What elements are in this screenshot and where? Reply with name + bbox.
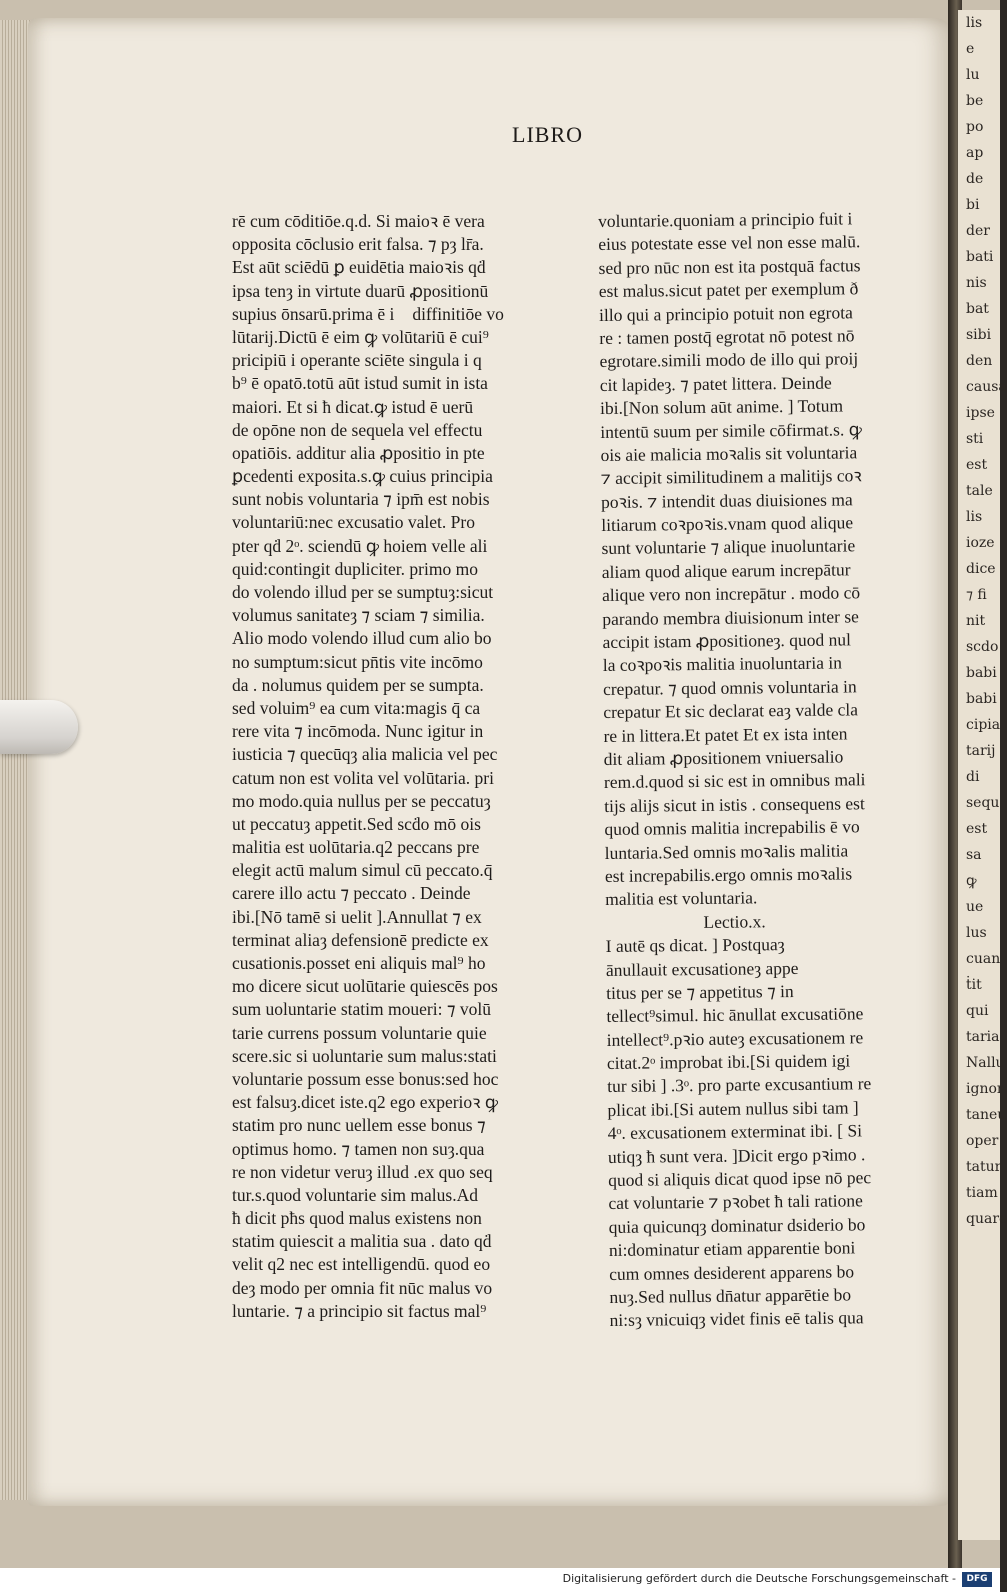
text-line: re non videtur veruȝ illud .ex quo seq	[232, 1161, 493, 1182]
adjacent-text-fragment: e	[966, 41, 975, 57]
text-line: tur sibi ] .3ᵒ. pro parte excusantium re	[607, 1073, 872, 1097]
adjacent-text-fragment: lu	[966, 67, 980, 83]
text-line: opposita cōclusio erit falsa. ⁊ pȝ lr̄a.	[232, 234, 484, 255]
adjacent-text-fragment: dice	[966, 561, 996, 577]
text-line: optimus homo. ⁊ tamen non suȝ.qua	[232, 1138, 485, 1159]
text-line: ibi.[Nō tamē si uelit ].Annullat ⁊ ex	[232, 906, 482, 927]
text-line: luntarie. ⁊ a principio sit factus mal⁹	[232, 1300, 487, 1321]
adjacent-text-fragment: tarij	[966, 743, 996, 759]
adjacent-text-fragment: cuan	[966, 951, 1001, 967]
text-line: sed pro nūc non est ita postquā factus	[598, 255, 861, 278]
text-line: cit lapideȝ. ⁊ patet littera. Deinde	[599, 372, 832, 395]
adjacent-text-fragment: sibi	[966, 327, 992, 343]
adjacent-text-fragment: causa	[966, 379, 1007, 395]
adjacent-text-fragment: cipia	[966, 717, 1001, 733]
text-line: luntaria.Sed omnis moꝛalis malitia	[604, 839, 849, 863]
text-line: voluntarie.quoniam a principio fuit i	[598, 208, 853, 231]
text-line: sed voluim⁹ ea cum vita:magis q̄ ca	[232, 697, 481, 718]
text-line: cusationis.posset eni aliquis mal⁹ ho	[232, 953, 486, 973]
text-line: est malus.sicut patet per exemplum ð	[598, 278, 859, 302]
text-line: maiori. Et si ħ dicat.ꝙ istud ē uerū	[232, 396, 474, 417]
text-line: lūtarij.Dictū ē eim ꝙ volūtariū ē cui⁹	[232, 326, 489, 347]
text-line: elegit actū malum simul cū peccato.q̄	[232, 860, 493, 881]
text-line: tarie currens possum voluntarie quie	[232, 1022, 487, 1043]
text-line: egrotare.simili modo de illo qui proij	[599, 348, 859, 372]
text-line: poꝛis. ⁊ intendit duas diuisiones ma	[600, 489, 853, 512]
text-line: quia quicunqȝ dominatur dsiderio bo	[608, 1214, 866, 1237]
adjacent-text-fragment: ipse	[966, 405, 995, 421]
text-line: est falsuȝ.dicet iste.q2 ego experioꝛ ꝙ	[232, 1092, 498, 1113]
text-line: sum uoluntarie statim moueri: ⁊ volū	[232, 999, 492, 1020]
text-line: est increpabilis.ergo omnis moꝛalis	[604, 863, 853, 886]
text-line: crepatur. ⁊ quod omnis voluntaria in	[602, 676, 857, 699]
text-line: ꝑcedenti exposita.s.ꝙ cuius principia	[232, 466, 493, 487]
adjacent-text-fragment: ap	[966, 145, 984, 161]
text-line: utiqȝ ħ sunt vera. ]Dicit ergo pꝛimo .	[607, 1143, 866, 1167]
text-line: rere vita ⁊ incōmoda. Nunc igitur in	[232, 721, 484, 742]
adjacent-text-fragment: est	[966, 821, 988, 837]
adjacent-text-fragment: lis	[966, 509, 983, 525]
adjacent-text-fragment: lis	[966, 15, 983, 31]
adjacent-text-fragment: nit	[966, 613, 986, 629]
text-line: voluntarie possum esse bonus:sed hoc	[232, 1068, 499, 1089]
text-line: ħ dicit pħs quod malus existens non	[232, 1208, 482, 1229]
text-line: tellect⁹simul. hic ānullat excusatiōne	[606, 1003, 864, 1027]
text-line: citat.2ᵒ improbat ibi.[Si quidem igi	[606, 1050, 851, 1074]
text-line: alique vero non increpātur . modo cō	[601, 582, 861, 606]
text-line: tur.s.quod voluntarie sim malus.Ad	[232, 1184, 478, 1205]
adjacent-text-fragment: babi	[966, 665, 997, 681]
adjacent-text-fragment: ⁊ fi	[966, 587, 987, 603]
adjacent-text-fragment: tale	[966, 483, 993, 499]
text-line: crepatur Et sic declarat eaȝ valde cla	[603, 699, 859, 723]
adjacent-text-fragment: babi	[966, 691, 997, 707]
adjacent-text-fragment: ꝙ	[966, 873, 977, 889]
text-line: ⁊ accipit similitudinem a malitijs coꝛ	[600, 465, 862, 489]
text-line: ānullauit excusationeȝ appe	[605, 957, 799, 980]
adjacent-text-fragment: nis	[966, 275, 987, 291]
funding-notice: Digitalisierung gefördert durch die Deutsche Forschungsgemeinschaft -	[562, 1572, 956, 1585]
text-line: velit q2 nec est intelligendū. quod eo	[232, 1254, 491, 1275]
adjacent-text-fragment: bati	[966, 249, 994, 265]
adjacent-text-fragment: lus	[966, 925, 987, 941]
adjacent-text-fragment: ioze	[966, 535, 995, 551]
text-line: catum non est volita vel volūtaria. pri	[232, 767, 494, 788]
adjacent-text-fragment: bat	[966, 301, 989, 317]
text-line: voluntariū:nec excusatio valet. Pro	[232, 512, 475, 533]
text-line: rē cum cōditiōe.q.d. Si maioꝛ ē vera	[232, 211, 485, 231]
text-line: opatiōis. additur alia ꝓpositio in pte	[232, 442, 485, 463]
text-line: I autē qs dicat. ] Postquaȝ	[605, 934, 785, 957]
text-line: carere illo actu ⁊ peccato . Deinde	[232, 883, 471, 904]
adjacent-text-fragment: ignor	[966, 1081, 1004, 1097]
text-line: parando membra diuisionum inter se	[602, 605, 859, 629]
text-line: de opōne non de sequela vel effectu	[232, 419, 483, 440]
text-line: accipit istam ꝓpositioneȝ. quod nul	[602, 629, 852, 653]
text-line: ni:sȝ vnicuiqȝ videt finis eē talis qua	[609, 1307, 864, 1331]
adjacent-text-fragment: der	[966, 223, 990, 239]
text-line: quod omnis malitia increpabilis ē vo	[604, 816, 860, 840]
adjacent-text-fragment: oper	[966, 1133, 999, 1149]
text-line: b⁹ ē opatō.totū aūt istud sumit in ista	[232, 373, 488, 394]
text-line: no sumptum:sicut pn̄tis vite incōmo	[232, 651, 483, 672]
text-line: aliam quod alique earum increpātur	[601, 559, 851, 582]
text-line: quid:contingit dupliciter. primo mo	[232, 558, 478, 579]
adjacent-text-fragment: ṫit	[966, 977, 982, 993]
adjacent-text-fragment: bi	[966, 197, 980, 213]
adjacent-text-fragment: po	[966, 119, 984, 135]
adjacent-text-fragment: den	[966, 353, 993, 369]
adjacent-text-fragment: de	[966, 171, 984, 187]
text-line: volumus sanitateȝ ⁊ sciam ⁊ similia.	[232, 605, 485, 626]
footer-bar	[0, 1568, 1000, 1592]
bookmark-tab	[0, 700, 78, 754]
text-line: ois aie malicia moꝛalis sit voluntaria	[600, 442, 858, 465]
running-header: LIBRO	[512, 122, 583, 147]
text-column-left	[232, 210, 532, 1323]
dfg-logo: DFG	[962, 1572, 992, 1587]
adjacent-page-edge	[958, 10, 1007, 1540]
adjacent-text-fragment: sti	[966, 431, 984, 447]
text-line: Alio modo volendo illud cum alio bo	[232, 628, 492, 649]
text-line: 4ᵒ. excusationem exterminat ibi. [ Si	[607, 1120, 863, 1144]
text-line: eius potestate esse vel non esse malū.	[598, 231, 861, 255]
text-line: illo qui a principio potuit non egrota	[598, 301, 853, 325]
adjacent-text-fragment: tiam	[966, 1185, 998, 1201]
text-line: terminat aliaȝ defensionē predicte ex	[232, 929, 489, 950]
adjacent-text-fragment: scdo	[966, 639, 999, 655]
text-line: dit aliam ꝓpositionem vniuersalio	[603, 746, 844, 769]
text-line: la coꝛpoꝛis malitia inuoluntaria in	[602, 652, 843, 676]
text-line: re in littera.Et patet Et ex ista inten	[603, 723, 848, 746]
text-line: re : tamen postq̄ egrotat nō potest nō	[599, 325, 855, 348]
text-line: da . nolumus quidem per se sumpta.	[232, 674, 484, 695]
text-line: sunt nobis voluntaria ⁊ ipm̄ est nobis	[232, 489, 490, 510]
text-line: mo dicere sicut uolūtarie quiescēs pos	[232, 976, 498, 997]
text-line: statim pro nunc uellem esse bonus ⁊	[232, 1115, 486, 1136]
text-line: ibi.[Non solum aūt anime. ] Totum	[599, 395, 844, 419]
text-line: mo modo.quia nullus per se peccatuȝ	[232, 790, 491, 811]
text-line: malitia est voluntaria.	[605, 887, 758, 910]
text-line: sunt voluntarie ⁊ alique inuoluntarie	[601, 535, 856, 559]
text-line: Est aūt sciēdū ꝑ euidētia maioꝛis qḋ	[232, 257, 486, 278]
text-line: tijs alijs sicut in istis . consequens est	[604, 793, 865, 816]
adjacent-text-fragment: be	[966, 93, 984, 109]
section-heading: Lectio.x.	[703, 911, 766, 932]
adjacent-text-fragment: Nallu	[966, 1055, 1005, 1071]
adjacent-text-fragment: sa	[966, 847, 982, 863]
adjacent-text-fragment: ue	[966, 899, 984, 915]
adjacent-text-fragment: di	[966, 769, 980, 785]
text-line: quod si aliquis dicat quod ipse nō pec	[608, 1167, 872, 1190]
text-line: malitia est uolūtaria.q2 peccans pre	[232, 837, 480, 858]
text-line: intellect⁹.pꝛio auteȝ excusationem re	[606, 1026, 864, 1050]
text-line: scere.sic si uoluntarie sum malus:stati	[232, 1045, 497, 1066]
text-line: nuȝ.Sed nullus dn̄atur apparētie bo	[609, 1284, 852, 1307]
text-line: titus per se ⁊ appetitus ⁊ in	[606, 980, 794, 1003]
text-line: cat voluntarie ⁊ pꝛobet ħ tali ratione	[608, 1190, 863, 1214]
text-line: pricipiū i operante sciēte singula i q	[232, 350, 482, 371]
adjacent-text-fragment: tatur	[966, 1159, 1002, 1175]
adjacent-text-fragment: taria	[966, 1029, 1000, 1045]
text-line: ipsa tenȝ in virtute duarū ꝓpositionū	[232, 280, 489, 301]
text-line: deȝ modo per omnia fit nūc malus vo	[232, 1277, 493, 1298]
text-line: do volendo illud per se sumptuȝ:sicut	[232, 582, 494, 602]
adjacent-text-fragment: qui	[966, 1003, 989, 1019]
text-line: pter qḋ 2ᵒ. sciendū ꝙ hoiem velle ali	[232, 535, 488, 556]
text-line: ni:dominatur etiam apparentie boni	[608, 1237, 856, 1261]
text-column-right	[598, 207, 915, 1333]
adjacent-text-fragment: taneu	[966, 1107, 1007, 1123]
text-line: supius ōnsarū.prima ē i᷑ diffinitiōe vo	[232, 303, 504, 324]
text-line: intentū suum per simile cōfirmat.s. ꝙ	[600, 418, 862, 442]
text-line: iusticia ⁊ quecūqȝ alia malicia vel pec	[232, 744, 498, 765]
text-line: litiarum coꝛpoꝛis.vnam quod alique	[601, 512, 854, 536]
text-line: cum omnes desiderent apparens bo	[609, 1260, 855, 1284]
text-line: rem.d.quod si sic est in omnibus mali	[603, 769, 866, 793]
text-line: plicat ibi.[Si autem nullus sibi tam ]	[607, 1097, 859, 1120]
adjacent-text-fragment: est	[966, 457, 988, 473]
text-line: ut peccatuȝ appetit.Sed scḋo mō ois	[232, 813, 481, 834]
adjacent-text-fragment: quare	[966, 1211, 1007, 1227]
adjacent-text-fragment: sequ	[966, 795, 1000, 811]
text-line: statim quiescit a malitia sua . dato qḋ	[232, 1231, 492, 1252]
